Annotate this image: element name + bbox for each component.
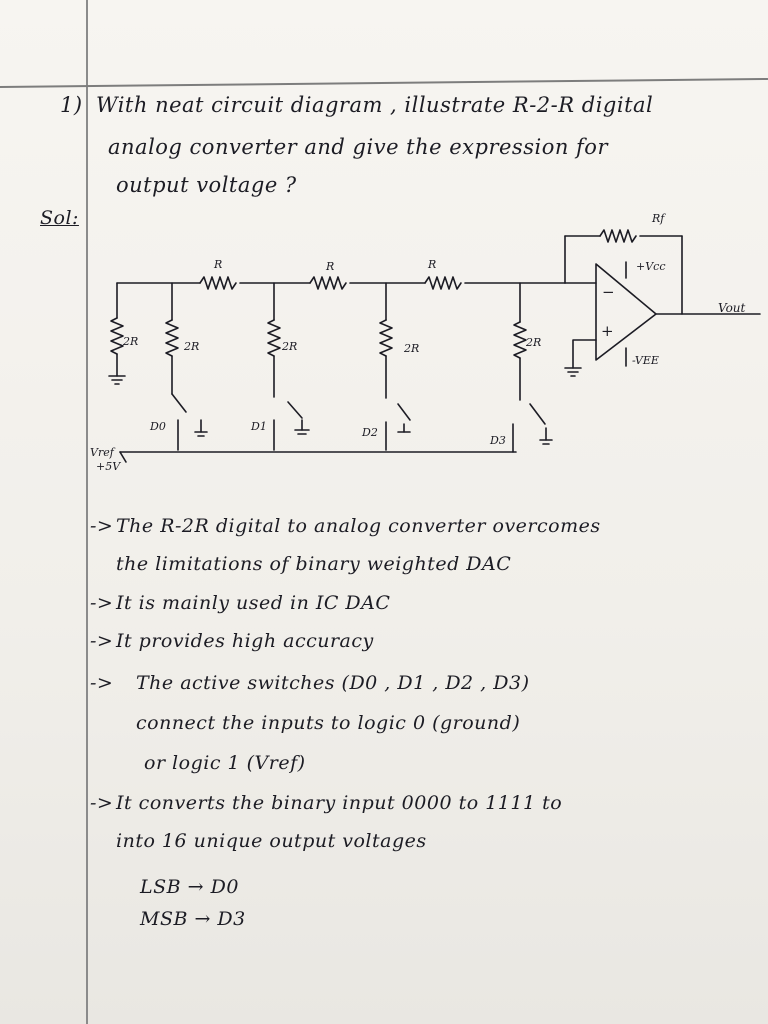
series-resistor-1 xyxy=(200,277,236,289)
series-resistor-3-label: R xyxy=(428,258,437,271)
feedback-resistor xyxy=(600,230,636,242)
vref-bus xyxy=(120,452,126,462)
question-number: 1) xyxy=(60,93,83,117)
point-2-marker: -> xyxy=(90,592,114,614)
series-resistor-2-label: R xyxy=(326,260,335,273)
point-1-line-1: The R-2R digital to analog converter overcomes xyxy=(116,515,601,537)
question-line-1: With neat circuit diagram , illustrate R-2-R digital xyxy=(96,93,654,117)
switch-blade-d0 xyxy=(172,394,186,412)
question-line-2: analog converter and give the expression for xyxy=(108,135,608,159)
vref-label: Vref xyxy=(90,446,114,459)
point-3-marker: -> xyxy=(90,630,114,652)
branch-d2-resistor-label: 2R xyxy=(404,342,420,355)
point-4-line-1: The active switches (D0 , D1 , D2 , D3) xyxy=(136,672,530,694)
opamp-minus-sign: − xyxy=(602,283,615,301)
branch-d1-resistor-label: 2R xyxy=(282,340,298,353)
point-5-line-1: It converts the binary input 0000 to 1111 to xyxy=(116,792,563,814)
noninverting-ground-wire xyxy=(573,340,596,368)
vee-label: -VEE xyxy=(632,354,659,367)
feedback-resistor-label: Rf xyxy=(652,212,665,225)
point-5-marker: -> xyxy=(90,792,114,814)
point-4-line-2: connect the inputs to logic 0 (ground) xyxy=(136,712,521,734)
branch-2r-resistor-d3 xyxy=(514,322,526,358)
point-1-marker: -> xyxy=(90,515,114,537)
switch-blade-d1 xyxy=(288,402,302,418)
switch-label-d1: D1 xyxy=(251,420,267,433)
vcc-label: +Vcc xyxy=(636,260,666,273)
branch-2r-resistor-d2 xyxy=(380,320,392,356)
solution-label: Sol: xyxy=(40,207,79,229)
lsb-mapping: LSB → D0 xyxy=(140,876,239,898)
branch-d3-resistor-label: 2R xyxy=(526,336,542,349)
switch-label-d0: D0 xyxy=(150,420,166,433)
point-5-line-2: into 16 unique output voltages xyxy=(116,830,427,852)
output-label: Vout xyxy=(718,301,746,315)
terminating-2r-resistor xyxy=(111,318,123,354)
switch-label-d3: D3 xyxy=(490,434,506,447)
branch-2r-resistor-d1 xyxy=(268,320,280,356)
point-4-marker: -> xyxy=(90,672,114,694)
point-1-line-2: the limitations of binary weighted DAC xyxy=(116,553,512,575)
branch-d0-resistor-label: 2R xyxy=(184,340,200,353)
branch-2r-resistor-d0 xyxy=(166,320,178,356)
msb-mapping: MSB → D3 xyxy=(140,908,246,930)
series-resistor-1-label: R xyxy=(214,258,223,271)
switch-label-d2: D2 xyxy=(362,426,378,439)
series-resistor-2 xyxy=(310,277,346,289)
question-line-3: output voltage ? xyxy=(116,173,297,197)
terminating-resistor-label: 2R xyxy=(123,335,139,348)
series-resistor-3 xyxy=(425,277,461,289)
point-4-line-3: or logic 1 (Vref) xyxy=(144,752,306,774)
vref-value-label: +5V xyxy=(96,460,121,473)
switch-blade-d2 xyxy=(398,404,410,420)
point-3-line-1: It provides high accuracy xyxy=(116,630,374,652)
r2r-dac-circuit-diagram xyxy=(0,0,768,480)
switch-blade-d3 xyxy=(530,404,545,424)
opamp-plus-sign: + xyxy=(601,322,614,340)
point-2-line-1: It is mainly used in IC DAC xyxy=(116,592,391,614)
